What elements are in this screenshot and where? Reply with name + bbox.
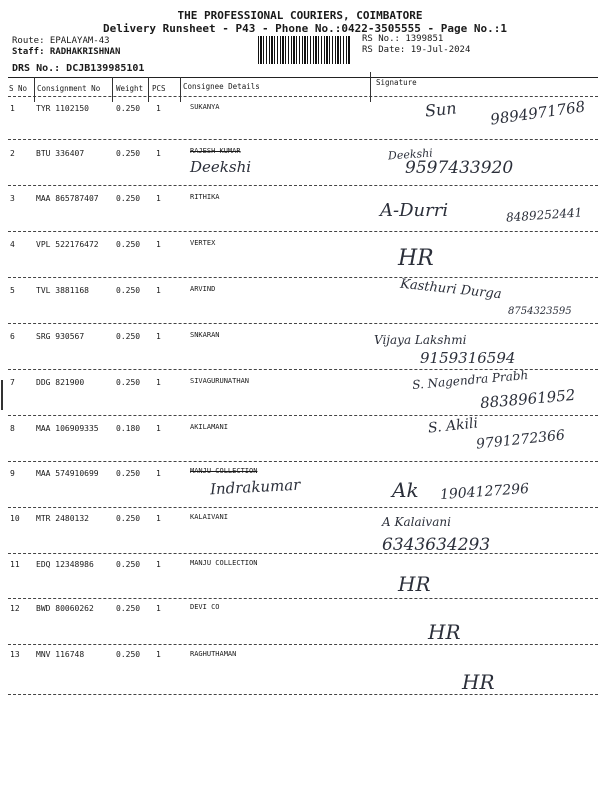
row-sno: 6 <box>10 332 15 341</box>
row-signature: Kasthuri Durga <box>399 276 503 303</box>
col-header-weight: Weight <box>116 84 144 93</box>
table-top-border <box>8 77 598 78</box>
row-consignment: EDQ 12348986 <box>36 560 94 569</box>
staff-label: Staff: RADHAKRISHNAN <box>12 47 121 57</box>
row-consignee: MANJU COLLECTION <box>190 467 258 475</box>
row-weight: 0.250 <box>116 560 141 569</box>
row-signature: HR <box>398 246 434 271</box>
row-signature: Ak <box>392 478 419 502</box>
row-pcs: 1 <box>156 149 161 158</box>
row-weight: 0.250 <box>116 194 141 203</box>
row-pcs: 1 <box>156 469 161 478</box>
row-consignment: BTU 336407 <box>36 149 85 158</box>
row-separator <box>8 553 598 554</box>
col-divider <box>34 77 35 102</box>
row-weight: 0.180 <box>116 424 141 433</box>
rs-date: RS Date: 19-Jul-2024 <box>362 45 471 55</box>
row-consignee: DEVI CO <box>190 603 220 611</box>
row-sno: 13 <box>10 650 20 659</box>
col-divider <box>180 77 181 102</box>
row-sno: 12 <box>10 604 20 613</box>
col-header-consignee: Consignee Details <box>183 82 260 91</box>
row-pcs: 1 <box>156 424 161 433</box>
row-consignee: SNKARAN <box>190 331 220 339</box>
margin-mark <box>1 380 3 410</box>
row-signature: S. Akili <box>427 415 479 437</box>
document-title: THE PROFESSIONAL COURIERS, COIMBATORE <box>177 9 423 22</box>
row-signature: Deekshi <box>387 146 434 163</box>
row-consignment: MAA 574910699 <box>36 469 99 478</box>
row-weight: 0.250 <box>116 378 141 387</box>
row-pcs: 1 <box>156 650 161 659</box>
row-consignee: SUKANYA <box>190 103 220 111</box>
row-consignee: RAJESH KUMAR <box>190 147 241 155</box>
row-pcs: 1 <box>156 514 161 523</box>
row-sno: 1 <box>10 104 15 113</box>
row-pcs: 1 <box>156 104 161 113</box>
row-consignee: RAGHUTHAMAN <box>190 650 237 658</box>
row-signature: HR <box>462 670 495 694</box>
col-divider <box>148 77 149 102</box>
row-signature: A Kalaivani <box>382 515 451 529</box>
row-consignee: AKILAMANI <box>190 423 228 431</box>
route-label: Route: EPALAYAM-43 <box>12 36 110 46</box>
row-weight: 0.250 <box>116 240 141 249</box>
row-phone: 6343634293 <box>382 535 491 555</box>
rs-number: RS No.: 1399851 <box>362 34 444 44</box>
row-sno: 7 <box>10 378 15 387</box>
row-weight: 0.250 <box>116 149 141 158</box>
row-separator <box>8 185 598 186</box>
col-divider <box>112 77 113 102</box>
row-consignee: SIVAGURUNATHAN <box>190 377 250 385</box>
row-phone: 9597433920 <box>405 158 514 178</box>
row-separator <box>8 231 598 232</box>
row-separator <box>8 277 598 278</box>
col-header-signature: Signature <box>376 78 417 87</box>
row-weight: 0.250 <box>116 469 141 478</box>
row-weight: 0.250 <box>116 332 141 341</box>
row-signature: Vijaya Lakshmi <box>374 333 467 347</box>
row-weight: 0.250 <box>116 650 141 659</box>
row-phone: 8754323595 <box>508 306 572 317</box>
col-header-sno: S No <box>9 84 28 93</box>
row-sno: 10 <box>10 514 20 523</box>
row-pcs: 1 <box>156 560 161 569</box>
drs-number: DRS No.: DCJB139985101 <box>12 63 145 74</box>
row-consignment: BWD 80060262 <box>36 604 94 613</box>
row-weight: 0.250 <box>116 104 141 113</box>
row-phone: 1904127296 <box>439 480 530 504</box>
row-separator <box>8 461 598 462</box>
row-pcs: 1 <box>156 240 161 249</box>
row-pcs: 1 <box>156 286 161 295</box>
row-phone: 8489252441 <box>505 205 583 225</box>
row-consignment: SRG 930567 <box>36 332 85 341</box>
row-consignment: MNV 116748 <box>36 650 85 659</box>
row-phone: 9791272366 <box>475 427 566 453</box>
row-sno: 5 <box>10 286 15 295</box>
row-signature: HR <box>428 620 461 644</box>
row-separator <box>8 694 598 695</box>
row-consignment: MAA 865787407 <box>36 194 99 203</box>
row-pcs: 1 <box>156 378 161 387</box>
row-signature: HR <box>398 572 431 596</box>
row-weight: 0.250 <box>116 286 141 295</box>
row-weight: 0.250 <box>116 514 141 523</box>
row-consignment: MAA 106909335 <box>36 424 99 433</box>
row-sno: 8 <box>10 424 15 433</box>
runsheet-subtitle: Delivery Runsheet - P43 - Phone No.:0422-3505555 - Page No.:1 <box>103 22 507 35</box>
row-pcs: 1 <box>156 194 161 203</box>
row-consignee: RITHIKA <box>190 193 220 201</box>
row-signature: Sun <box>424 98 458 121</box>
row-weight: 0.250 <box>116 604 141 613</box>
row-sno: 4 <box>10 240 15 249</box>
row-consignee: ARVIND <box>190 285 216 293</box>
barcode-image <box>258 36 350 64</box>
signature-col-divider <box>370 72 371 102</box>
row-separator <box>8 415 598 416</box>
row-separator <box>8 644 598 645</box>
row-handwritten-name: Deekshi <box>190 158 252 176</box>
row-phone: 9894971768 <box>489 97 587 129</box>
row-consignee: MANJU COLLECTION <box>190 559 258 567</box>
row-sno: 2 <box>10 149 15 158</box>
row-separator <box>8 507 598 508</box>
row-handwritten-name: Indrakumar <box>209 475 301 499</box>
col-header-pcs: PCS <box>152 84 166 93</box>
row-consignee: KALAIVANI <box>190 513 228 521</box>
col-header-consignment: Consignment No <box>37 84 101 93</box>
row-signature: A-Durri <box>380 200 449 221</box>
row-separator <box>8 598 598 599</box>
row-sno: 3 <box>10 194 15 203</box>
row-signature: S. Nagendra Prabh <box>411 367 529 393</box>
header-divider <box>8 96 598 97</box>
row-pcs: 1 <box>156 604 161 613</box>
row-separator <box>8 139 598 140</box>
row-pcs: 1 <box>156 332 161 341</box>
row-sno: 9 <box>10 469 15 478</box>
row-consignment: MTR 2480132 <box>36 514 89 523</box>
row-consignment: TVL 3881168 <box>36 286 89 295</box>
row-phone: 8838961952 <box>479 385 577 413</box>
row-separator <box>8 323 598 324</box>
row-phone: 9159316594 <box>420 349 516 367</box>
row-consignee: VERTEX <box>190 239 216 247</box>
row-consignment: DDG 821900 <box>36 378 85 387</box>
row-sno: 11 <box>10 560 20 569</box>
row-consignment: VPL 522176472 <box>36 240 99 249</box>
row-consignment: TYR 1102150 <box>36 104 89 113</box>
